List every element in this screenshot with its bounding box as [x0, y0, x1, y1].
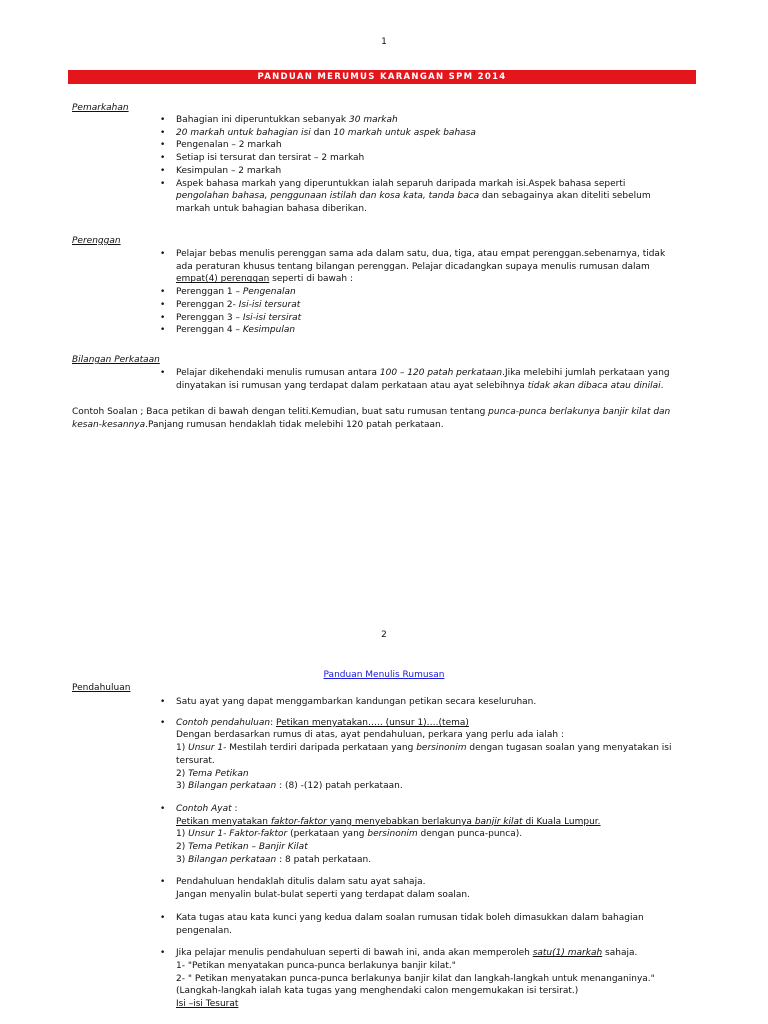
- page-number: 2: [381, 630, 387, 640]
- list-item: • Bahagian ini diperuntukkan sebanyak 30 markah: [176, 114, 676, 127]
- list-item: • Contoh pendahuluan: Petikan menyatakan….. (unsur 1)….(tema) Dengan berdasarkan rumus di atas, ayat pendahuluan, perkara yang perlu ada ialah : 1) Unsur 1- Mestilah terdiri daripada perkataan yang bersinonim dengan tugasan soalan yang menyatakan isi tersurat. 2) Tema Petikan 3) Bilangan perkataan : (8) -(12) patah perkataan.: [176, 717, 696, 793]
- list-item: • Perenggan 2- Isi-isi tersurat: [176, 299, 676, 312]
- list-item: • Pendahuluan hendaklah ditulis dalam satu ayat sahaja. Jangan menyalin bulat-bulat seperti yang terdapat dalam soalan.: [176, 876, 696, 901]
- list-item: • Satu ayat yang dapat menggambarkan kandungan petikan secara keseluruhan.: [176, 696, 696, 709]
- page-number: 1: [381, 37, 387, 47]
- list-item: • Pelajar dikehendaki menulis rumusan antara 100 – 120 patah perkataan.Jika melebihi jumlah perkataan yang dinyatakan isi rumusan yang terdapat dalam perkataan atau ayat selebihnya tidak akan dibaca atau dinilai.: [176, 367, 676, 392]
- list-item: • Pelajar bebas menulis perenggan sama ada dalam satu, dua, tiga, atau empat perenggan.sebenarnya, tidak ada peraturan khusus tentang bilangan perenggan. Pelajar dicadangkan supaya menulis rumusan dalam empat(4) perenggan seperti di bawah :: [176, 248, 676, 286]
- list-item: • Aspek bahasa markah yang diperuntukkan ialah separuh daripada markah isi.Aspek bahasa seperti pengolahan bahasa, penggunaan istilah dan kosa kata, tanda baca dan sebagainya akan diteliti sebelum markah untuk bahagian bahasa diberikan.: [176, 178, 676, 216]
- list-item: • Perenggan 4 – Kesimpulan: [176, 324, 676, 337]
- pemarkahan-list: [176, 114, 676, 216]
- section-heading-isi-tersurat: Isi –isi Tesurat: [176, 999, 239, 1010]
- list-item: • Perenggan 3 – Isi-isi tersirat: [176, 312, 676, 325]
- page-title: Panduan Menulis Rumusan: [323, 670, 445, 680]
- title-banner: PANDUAN MERUMUS KARANGAN SPM 2014: [68, 70, 696, 84]
- list-item: • Jika pelajar menulis pendahuluan seperti di bawah ini, anda akan memperoleh satu(1) markah sahaja. 1- "Petikan menyatakan punca-punca berlakunya banjir kilat." 2- " Petikan menyatakan punca-punca berlakunya banjir kilat dan langkah-langkah untuk menanganinya."(Langkah-langkah ialah kata tugas yang menghendaki calon mengemukakan isi tersirat.) Isi –isi Tesurat: [176, 947, 696, 1011]
- section-heading-bilangan-perkataan: Bilangan Perkataan: [72, 355, 160, 365]
- section-heading-pendahuluan: Pendahuluan: [72, 683, 131, 693]
- section-heading-pemarkahan: Pemarkahan: [72, 103, 129, 113]
- list-item: • Perenggan 1 – Pengenalan: [176, 286, 676, 299]
- section-heading-perenggan: Perenggan: [72, 236, 121, 246]
- perenggan-list: [176, 248, 676, 337]
- list-item: • 20 markah untuk bahagian isi dan 10 markah untuk aspek bahasa: [176, 127, 676, 140]
- list-item: • Pengenalan – 2 markah: [176, 139, 676, 152]
- contoh-soalan: Contoh Soalan ; Baca petikan di bawah dengan teliti.Kemudian, buat satu rumusan tentang punca-punca berlakunya banjir kilat dan kesan-kesannya.Panjang rumusan hendaklah tidak melebihi 120 patah perkataan.: [72, 407, 671, 430]
- list-item: • Setiap isi tersurat dan tersirat – 2 markah: [176, 152, 676, 165]
- list-item: • Contoh Ayat : Petikan menyatakan faktor-faktor yang menyebabkan berlakunya banjir kilat di Kuala Lumpur. 1) Unsur 1- Faktor-faktor (perkataan yang bersinonim dengan punca-punca). 2) Tema Petikan – Banjir Kilat 3) Bilangan perkataan : 8 patah perkataan.: [176, 803, 696, 867]
- list-item: • Kesimpulan – 2 markah: [176, 165, 676, 178]
- pendahuluan-list: [176, 696, 696, 1011]
- list-item: • Kata tugas atau kata kunci yang kedua dalam soalan rumusan tidak boleh dimasukkan dalam bahagian pengenalan.: [176, 912, 696, 937]
- bilangan-list: [176, 367, 676, 392]
